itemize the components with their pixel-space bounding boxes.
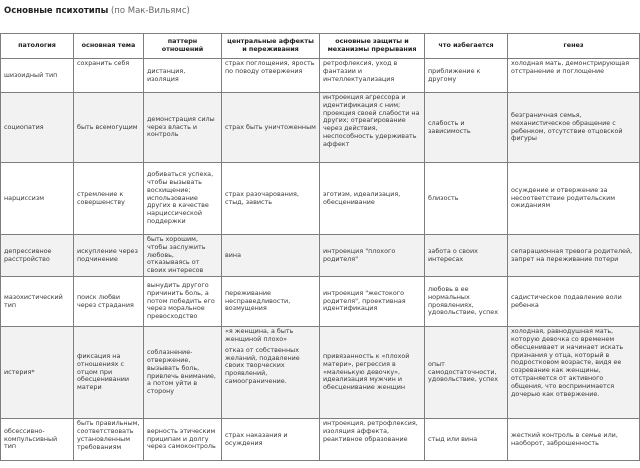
cell-genesis: жесткий контроль в семье или, наоборот, заброшенность [508, 419, 640, 461]
cell-avoided: стыд или вина [425, 419, 508, 461]
cell-pattern: соблазнение-отвержение, вызывать боль, привлечь внимание, а потом уйти в сторону [144, 327, 222, 419]
col-header-affects: центральные аффекты и переживания [222, 34, 320, 59]
cell-pathology: нарциссизм [1, 163, 74, 235]
cell-genesis: холодная, равнодушная мать, которую девочка со временем обесценивает и начинает искать признания у отца, который в подростковом возрасте, видя ее созревание как женщины, отстраняется от активного общения, что воспринимается дочерью как отвержение. [508, 327, 640, 419]
cell-avoided: слабость и зависимость [425, 93, 508, 163]
cell-pathology: обсессивно-компульсивный тип [1, 419, 74, 461]
cell-avoided: забота о своих интересах [425, 235, 508, 277]
cell-avoided: любовь в ее нормальных проявлениях, удовольствие, успех [425, 277, 508, 327]
cell-avoided: опыт самодостаточности, удовольствие, успех [425, 327, 508, 419]
col-header-pattern: паттерн отношений [144, 34, 222, 59]
cell-theme: искупление через подчинение [74, 235, 144, 277]
cell-pattern: верность этическим приципам и долгу через самоконтроль [144, 419, 222, 461]
cell-affects-part-a: «я женщина, а быть женщиной плохо» [225, 327, 294, 343]
cell-genesis: садистическое подавление воли ребенка [508, 277, 640, 327]
cell-theme: фиксация на отношениях с отцом при обесценивании матери [74, 327, 144, 419]
cell-theme: быть правильным, соответствовать установленным требованиям [74, 419, 144, 461]
cell-theme: поиск любви через страдания [74, 277, 144, 327]
col-header-defenses: основные защиты и механизмы прерывания [320, 34, 425, 59]
psychotypes-table [0, 33, 640, 461]
cell-defenses: эготизм, идеализация, обесценивание [320, 163, 425, 235]
table-row [1, 277, 640, 327]
title-sub: (по Мак-Вильямс) [110, 6, 190, 16]
cell-affects: страх поглощения, ярость по поводу отвержения [222, 59, 320, 93]
cell-pattern: вынудить другого причинить боль, а потом победить его через моральное превосходство [144, 277, 222, 327]
col-header-avoided: что избегается [425, 34, 508, 59]
cell-pattern: дистанция, изоляция [144, 59, 222, 93]
cell-genesis: холодная мать, демонстрирующая отстранение и поглощение [508, 59, 640, 93]
cell-affects: страх разочарования, стыд, зависть [222, 163, 320, 235]
table-row [1, 163, 640, 235]
cell-defenses: интроекция "плохого родителя" [320, 235, 425, 277]
cell-affects-part-b: отказ от собственных желаний, подавление своих творческих проявлений, самоограничение. [225, 345, 300, 385]
cell-defenses: ретрофлексия, уход в фантазии и интеллектуализация [320, 59, 425, 93]
cell-pathology: социопатия [1, 93, 74, 163]
cell-pathology: мазохистический тип [1, 277, 74, 327]
cell-affects: страх быть уничтоженным [222, 93, 320, 163]
cell-theme: стремление к совершенству [74, 163, 144, 235]
cell-pathology: шизоидный тип [1, 59, 74, 93]
cell-defenses: привязанность к «плохой матери», регрессия в «маленькую девочку», идеализация мужчин и обесценивание женщин [320, 327, 425, 419]
col-header-genesis: генез [508, 34, 640, 59]
col-header-pathology: патология [1, 34, 74, 59]
page-title [4, 3, 190, 19]
cell-defenses: интроекция "жестокого родителя", проективная идентификация [320, 277, 425, 327]
cell-theme: сохранить себя [74, 59, 144, 93]
col-header-theme: основная тема [74, 34, 144, 59]
cell-pathology: депрессивное расстройство [1, 235, 74, 277]
table-row [1, 93, 640, 163]
cell-pattern: демонстрация силы через власть и контроль [144, 93, 222, 163]
cell-genesis: безграничная семья, механистическое обращение с ребенком, отсутствие отцовской фигуры [508, 93, 640, 163]
cell-affects: переживание несправедливости, возмущения [222, 277, 320, 327]
cell-avoided: близость [425, 163, 508, 235]
cell-defenses: интроекция, ретрофлексия, изоляция аффекта, реактивное образование [320, 419, 425, 461]
header-row [1, 34, 640, 59]
title-main: Основные психотипы [4, 6, 109, 16]
cell-genesis: осуждение и отвержение за несоответствие родительским ожиданиям [508, 163, 640, 235]
cell-defenses: интроекция агрессора и идентификация с ним; проекция своей слабости на других; отреагирование через действия, неспособность удерживать аффект [320, 93, 425, 163]
cell-affects: вина [222, 235, 320, 277]
cell-affects: страх наказания и осуждения [222, 419, 320, 461]
table-row [1, 327, 640, 419]
cell-pattern: быть хорошим, чтобы заслужить любовь, отказываясь от своих интересов [144, 235, 222, 277]
table-row [1, 419, 640, 461]
cell-genesis: сепарационная тревога родителей, запрет на переживание потери [508, 235, 640, 277]
cell-pattern: добиваться успеха, чтобы вызывать восхищение; использование других в качестве нарциссической поддержки [144, 163, 222, 235]
cell-avoided: приближение к другому [425, 59, 508, 93]
cell-theme: быть всемогущим [74, 93, 144, 163]
table-row [1, 235, 640, 277]
table-row [1, 59, 640, 93]
cell-pathology: истерия* [1, 327, 74, 419]
cell-affects [222, 327, 320, 419]
